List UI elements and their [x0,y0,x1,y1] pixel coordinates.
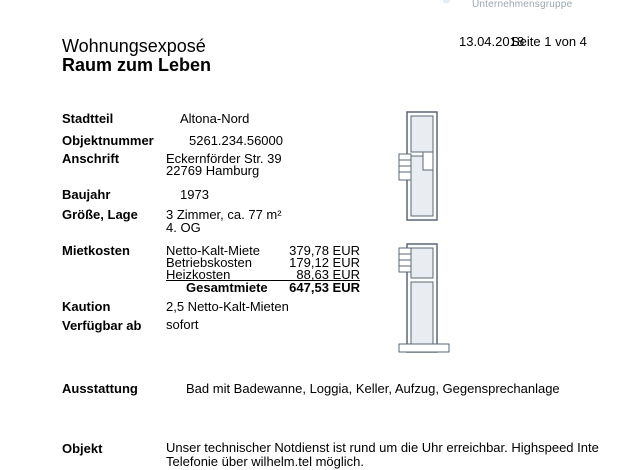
anschrift-label: Anschrift [62,151,120,166]
kosten-row-name: Betriebskosten [166,255,252,270]
baujahr-label: Baujahr [62,187,111,202]
verfuegbar-value: sofort [166,317,199,332]
date-and-page-info [459,34,599,52]
kosten-row-amount: 379,78 EUR [289,243,360,258]
kosten-row-amount: 88,63 EUR [296,267,360,282]
anschrift-city: 22769 Hamburg [166,163,260,178]
baujahr-value: 1973 [180,187,209,202]
kosten-row-name: Netto-Kalt-Miete [166,243,260,258]
kaution-label: Kaution [62,299,111,314]
document-subtitle: Raum zum Leben [62,55,212,75]
gesamtmiete-label: Gesamtmiete [186,280,268,295]
objekt-label: Objekt [62,441,103,456]
document-date: 13.04.2018 [459,34,525,49]
ausstattung-label: Ausstattung [62,381,138,396]
kosten-row-name: Heizkosten [166,267,231,282]
groesse-label: Größe, Lage [62,207,138,222]
kosten-row-amount: 179,12 EUR [289,255,360,270]
stadtteil-value: Altona-Nord [180,111,250,126]
groesse-rooms: 3 Zimmer, ca. 77 m² [166,207,282,222]
mietkosten-label: Mietkosten [62,243,130,258]
floor-plan-image [393,108,455,360]
objekt-text-line1: Unser technischer Notdienst ist rund um die Uhr erreichbar. Highspeed Inte [166,440,599,455]
brand-logo-icon [443,0,450,3]
groesse-floor: 4. OG [166,220,201,235]
objekt-text-line2: Telefonie über wilhelm.tel möglich. [166,454,364,469]
objektnummer-value: 5261.234.56000 [189,133,283,148]
kaution-value: 2,5 Netto-Kalt-Mieten [166,299,289,314]
objektnummer-label: Objektnummer [62,133,154,148]
ausstattung-value: Bad mit Badewanne, Loggia, Keller, Aufzug, Gegensprechanlage [186,381,560,396]
anschrift-street: Eckernförder Str. 39 [166,151,282,166]
gesamtmiete-amount: 647,53 EUR [289,280,360,295]
document-title: Wohnungsexposé [62,36,206,56]
stadtteil-label: Stadtteil [62,111,114,126]
page-number: Seite 1 von 4 [511,34,587,49]
verfuegbar-label: Verfügbar ab [62,318,142,333]
brand-name: Unternehmensgruppe [472,0,573,10]
